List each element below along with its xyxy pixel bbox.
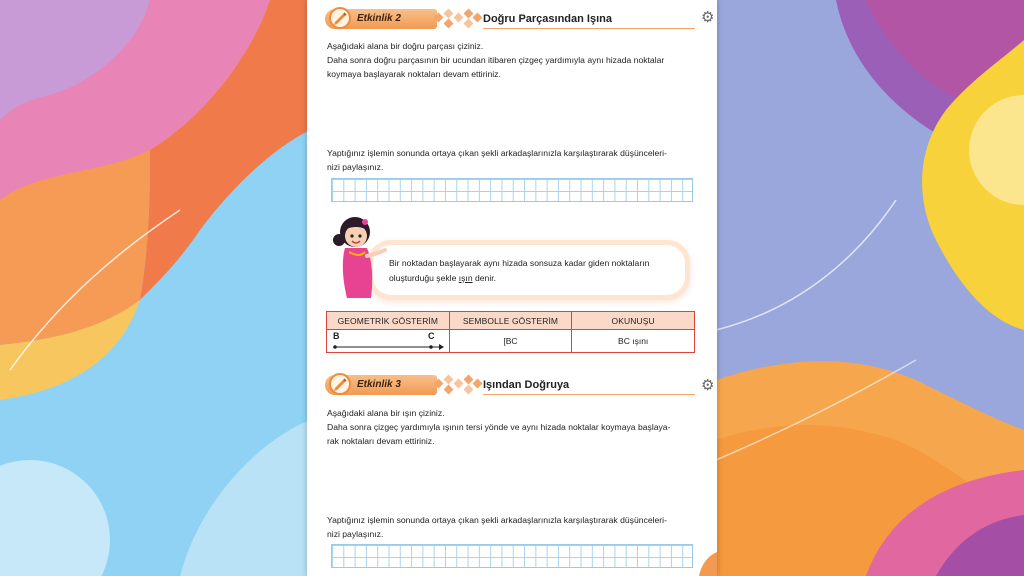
activity-3-title: Işından Doğruya <box>483 379 570 391</box>
corner-decoration <box>699 552 717 576</box>
activity-3-instruction-2: Daha sonra çizgeç yardımıyla ışının tersi yönde ve aynı hizada noktalar koymaya başlaya- <box>327 422 671 432</box>
definition-line-2-end: denir. <box>472 273 497 283</box>
activity-3-instruction-3: rak noktaları devam ettiriniz. <box>327 436 435 446</box>
table-header-reading: OKUNUŞU <box>572 312 695 330</box>
point-b-label: B <box>333 331 340 341</box>
girl-pointing-illustration <box>327 212 387 298</box>
geometric-cell <box>327 330 450 353</box>
activity-2-header <box>325 6 705 34</box>
activity-2-writing-grid[interactable] <box>331 178 693 202</box>
right-decorative-background <box>716 0 1024 576</box>
table-header-row <box>327 312 695 330</box>
activity-2-instruction-3: koymaya başlayarak noktaları devam ettiriniz. <box>327 69 501 79</box>
definition-line-2-start: oluşturduğu şekle <box>389 273 459 283</box>
decorative-tiles <box>433 8 483 30</box>
definition-term: ışın <box>458 273 473 283</box>
activity-3-instruction-1: Aşağıdaki alana bir ışın çiziniz. <box>327 408 445 418</box>
activity-3-share-1: Yaptığınız işlemin sonunda ortaya çıkan şekli arkadaşlarınızla karşılaştırarak düşünceleri- <box>327 515 667 525</box>
gear-icon: ⚙ <box>701 377 715 394</box>
table-header-geometric: GEOMETRİK GÖSTERİM <box>327 312 450 330</box>
left-decorative-background <box>0 0 310 576</box>
activity-3-writing-grid[interactable] <box>331 544 693 568</box>
definition-box <box>373 245 685 295</box>
activity-2-share-1: Yaptığınız işlemin sonunda ortaya çıkan şekli arkadaşlarınızla karşılaştırarak düşünceleri- <box>327 148 667 158</box>
point-c-label: C <box>428 331 435 341</box>
pencil-note-icon <box>329 7 351 29</box>
header-underline <box>483 28 695 29</box>
activity-2-instruction-1: Aşağıdaki alana bir doğru parçası çiziniz. <box>327 41 484 51</box>
activity-2-share-2: nizi paylaşınız. <box>327 162 384 172</box>
activity-3-badge-label: Etkinlik 3 <box>357 379 401 390</box>
gear-icon: ⚙ <box>701 9 715 26</box>
activity-2-title: Doğru Parçasından Işına <box>483 13 612 25</box>
definition-text <box>389 256 679 286</box>
pencil-note-icon <box>329 373 351 395</box>
definition-line-1: Bir noktadan başlayarak aynı hizada sonsuza kadar giden noktaların <box>389 258 650 268</box>
table-row <box>327 330 695 353</box>
activity-2-badge <box>325 9 437 29</box>
decorative-tiles <box>433 374 483 396</box>
ray-drawing <box>327 330 448 353</box>
activity-2-badge-label: Etkinlik 2 <box>357 13 401 24</box>
reading-cell: BC ışını <box>572 330 695 353</box>
activity-3-badge <box>325 375 437 395</box>
activity-2-instruction-2: Daha sonra doğru parçasının bir ucundan itibaren çizgeç yardımıyla aynı hizada noktalar <box>327 55 665 65</box>
activity-3-share-2: nizi paylaşınız. <box>327 529 384 539</box>
header-underline <box>483 394 695 395</box>
worksheet-page <box>307 0 717 576</box>
activity-3-header <box>325 372 705 400</box>
ray-notation-table <box>326 311 695 353</box>
symbol-cell: [BC <box>449 330 572 353</box>
table-header-symbol: SEMBOLLE GÖSTERİM <box>449 312 572 330</box>
